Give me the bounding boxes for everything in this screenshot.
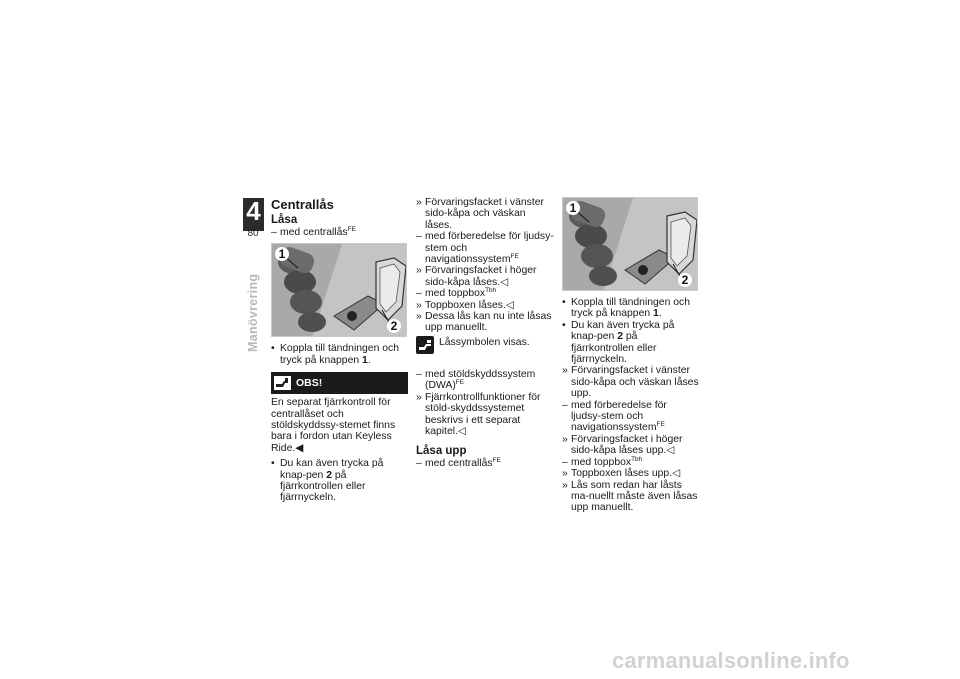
dash-marker: –: [416, 231, 422, 243]
heading-lock: Låsa: [271, 214, 298, 226]
section-label: Manövrering: [246, 273, 260, 352]
list-item: • Du kan även trycka på knap-pen 2 på fjärrkontrollen eller fjärrnyckeln.: [271, 458, 384, 504]
result-marker: »: [562, 468, 568, 480]
callout-1: 1: [569, 201, 577, 215]
result-marker: »: [562, 479, 568, 491]
dash-marker: –: [416, 458, 422, 470]
dash-marker: –: [416, 288, 422, 300]
column-3: [562, 197, 699, 514]
column-1: [271, 197, 408, 504]
result-marker: »: [416, 391, 422, 403]
watermark: carmanualsonline.info: [612, 648, 850, 673]
lock-symbol-icon: [416, 336, 434, 354]
heading-unlock: Låsa upp: [416, 445, 467, 458]
result-marker: »: [416, 197, 422, 208]
bullet-marker: •: [271, 343, 275, 355]
handlebar-switch-figure: [271, 243, 407, 337]
page-title: Centrallås: [271, 197, 334, 212]
dash-marker: –: [416, 368, 422, 380]
result-marker: »: [562, 433, 568, 445]
list-item: – med toppbox$^{Tbh}$: [562, 455, 643, 468]
list-item: – med förberedelse för ljudsy-stem och navigationssystem$^{FE}$: [562, 399, 667, 434]
lock-note-text: Låssymbolen visas.: [439, 336, 530, 348]
handlebar-switch-figure-2: [562, 197, 698, 291]
list-item: – med stöldskyddssystem (DWA)$^{FE}$: [416, 368, 536, 392]
list-item: » Lås som redan har låsts ma-nuellt måste även låsas upp manuellt.: [562, 479, 698, 514]
callout-2: 2: [390, 319, 398, 334]
note-header: [271, 372, 408, 394]
list-item: » Toppboxen låses.◁: [416, 299, 514, 311]
list-item: » Dessa lås kan nu inte låsas upp manuellt.: [416, 311, 552, 334]
wrench-hand-icon: [274, 376, 291, 390]
list-item: » Förvaringsfacket i vänster sido-kåpa och väskan låses upp.: [562, 365, 699, 400]
list-item: – med centrallås$^{FE}$: [416, 457, 501, 470]
column-2: [416, 197, 554, 470]
result-marker: »: [416, 265, 422, 277]
list-item: » Förvaringsfacket i vänster sido-kåpa och väskan låses.: [416, 197, 544, 231]
dash-marker: –: [562, 399, 568, 411]
dash-marker: –: [562, 456, 568, 468]
list-item: • Koppla till tändningen och tryck på knappen 1.: [271, 343, 400, 366]
note-title: OBS!: [296, 376, 323, 389]
list-item: • Du kan även trycka på knap-pen 2 på fjärrkontrollen eller fjärrnyckeln.: [562, 319, 675, 366]
callout-1: 1: [278, 247, 286, 262]
result-marker: »: [562, 365, 568, 377]
list-item: • Koppla till tändningen och tryck på knappen 1.: [562, 297, 691, 320]
result-marker: »: [416, 311, 422, 323]
page-number: 80: [247, 228, 259, 239]
bullet-marker: •: [562, 319, 566, 331]
bullet-marker: •: [562, 297, 566, 308]
list-item: » Förvaringsfacket i höger sido-kåpa låses.◁: [416, 265, 537, 288]
list-item: – med förberedelse för ljudsy-stem och navigationssystem$^{FE}$: [416, 231, 554, 266]
handlebar-switch-illustration: [272, 244, 407, 337]
bullet-marker: •: [271, 458, 275, 470]
list-item: » Toppboxen låses upp.◁: [562, 468, 681, 480]
list-item: » Förvaringsfacket i höger sido-kåpa låses upp.◁: [562, 433, 683, 457]
list-item: – med toppbox$^{Tbh}$: [416, 287, 497, 300]
chapter-number: 4: [246, 196, 261, 226]
list-item: – med centrallås$^{FE}$: [271, 226, 356, 238]
list-item: » Fjärrkontrollfunktioner för stöld-skyddssystemet beskrivs i ett separat kapitel.◁: [416, 391, 541, 437]
note-text: En separat fjärrkontroll för centrallåset och stöldskyddssy-stemet finns bara i fordon utan Keyless Ride.◀: [271, 397, 396, 454]
handlebar-switch-illustration-2: [563, 198, 698, 291]
callout-2: 2: [681, 273, 689, 287]
lock-note: [416, 336, 554, 354]
dash-marker: –: [271, 227, 277, 238]
result-marker: »: [416, 299, 422, 311]
